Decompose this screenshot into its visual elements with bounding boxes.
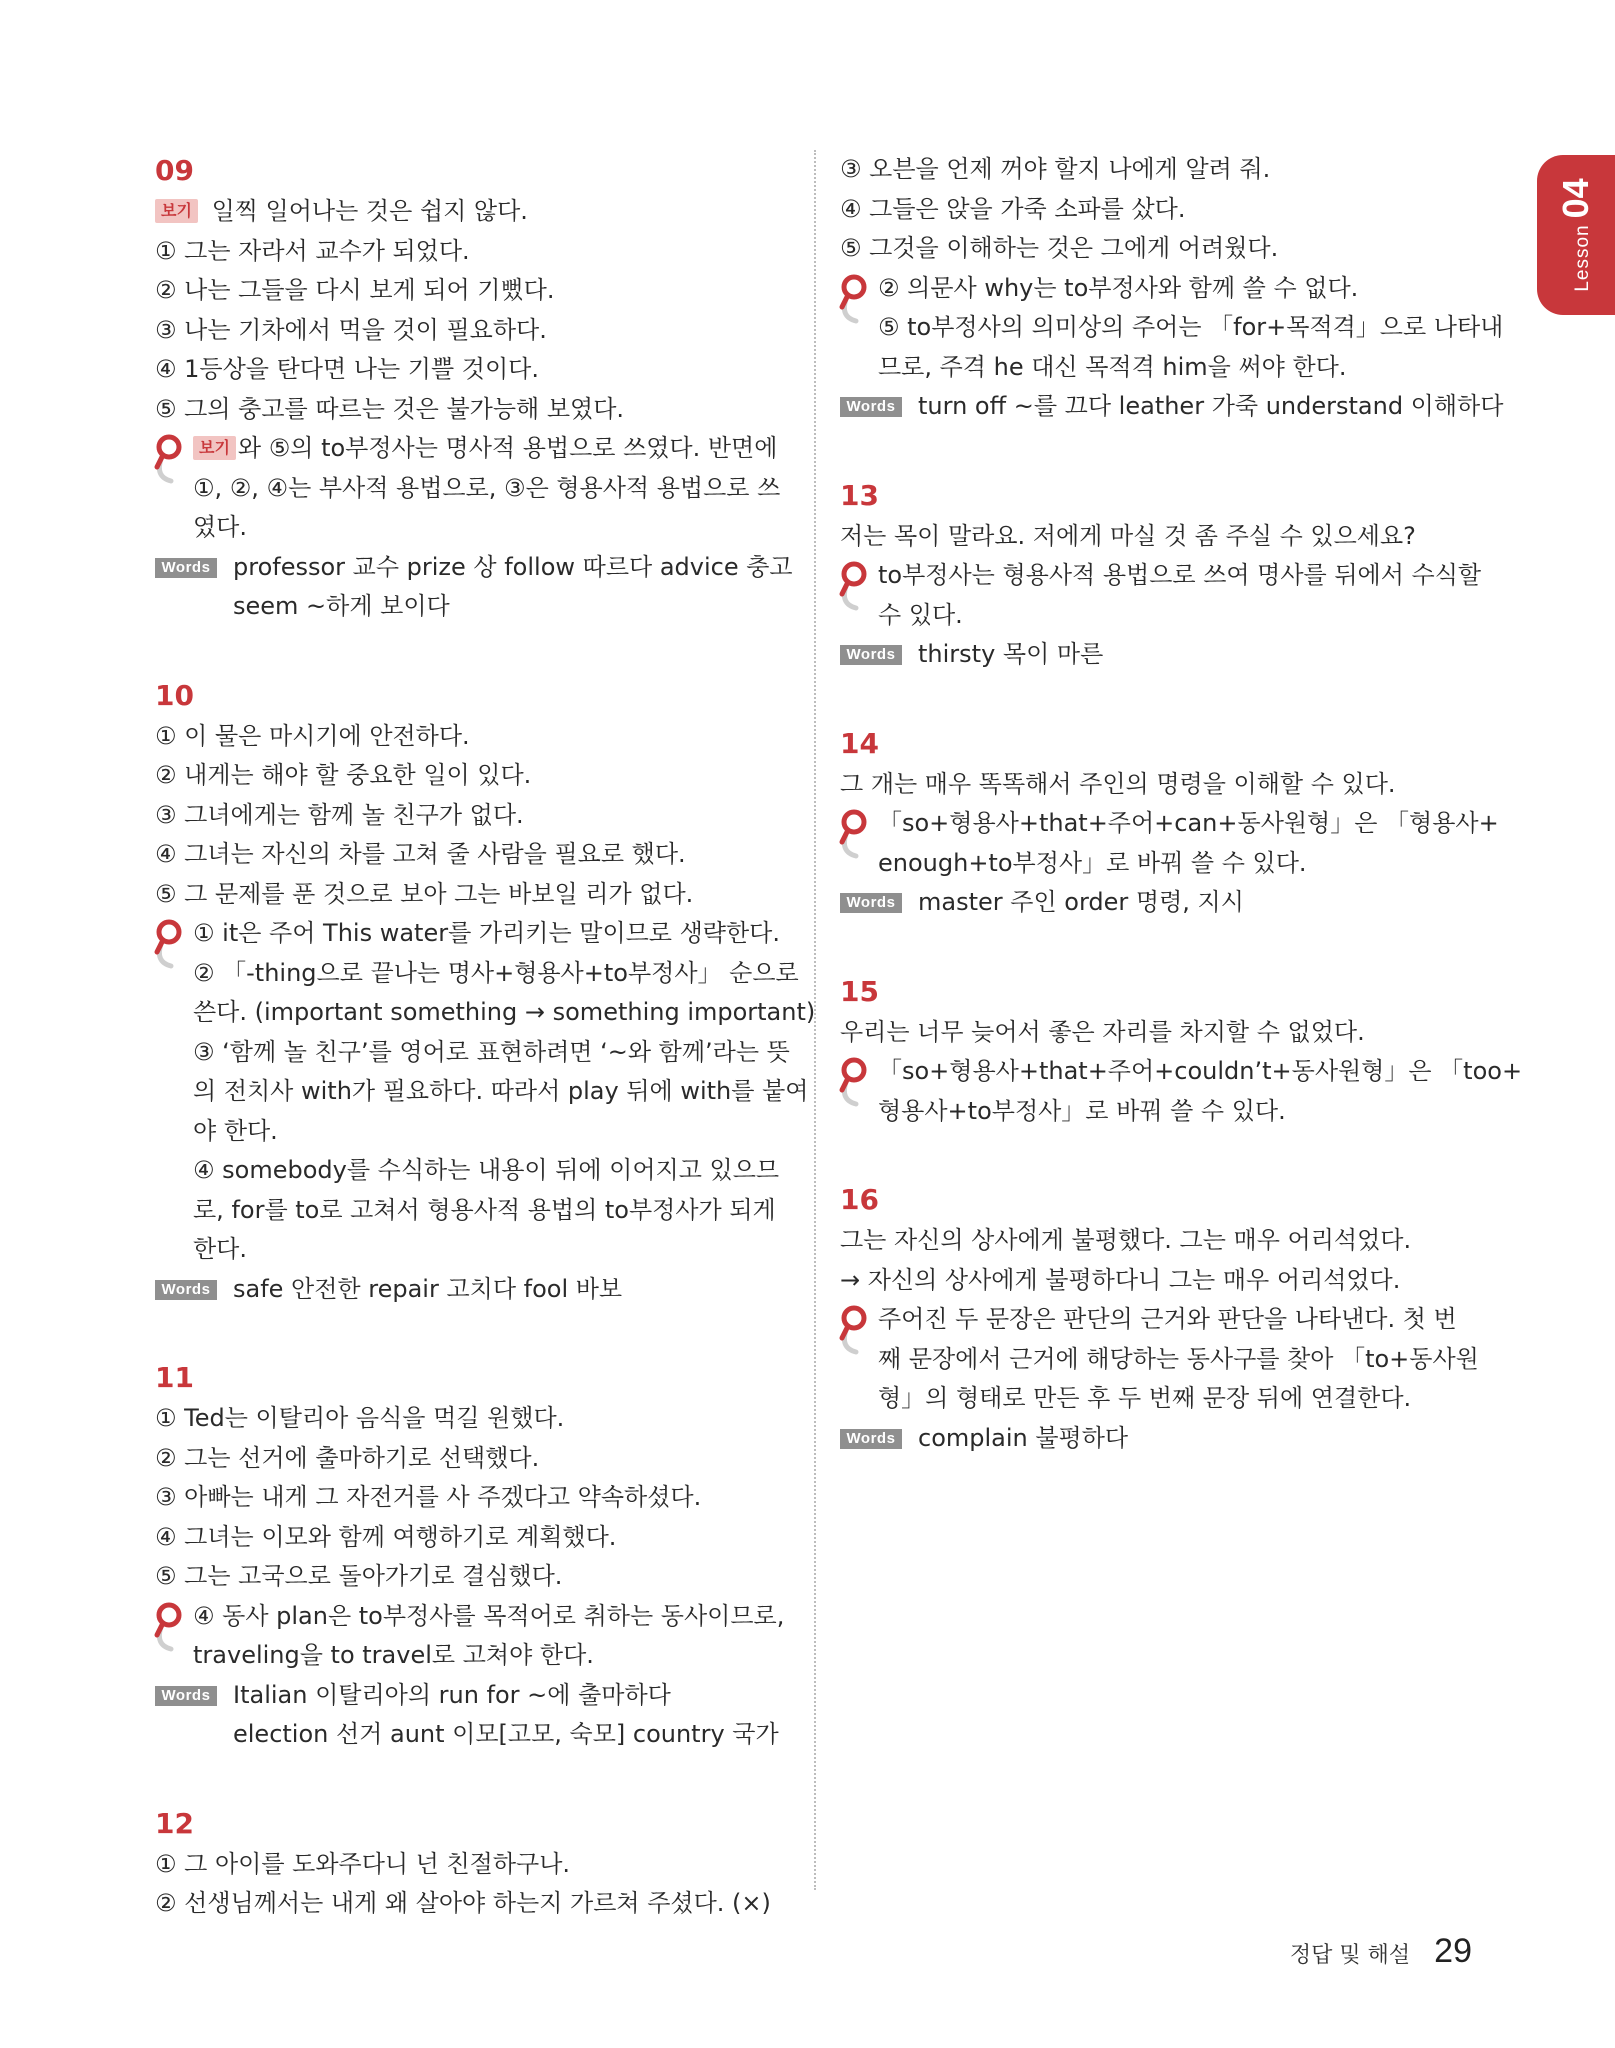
explanation-line: ④ 동사 plan은 to부정사를 목적어로 취하는 동사이므로,	[193, 1601, 785, 1630]
explanation	[840, 804, 1499, 883]
words-section	[155, 1676, 795, 1755]
boki-badge: 보기	[193, 436, 236, 460]
explanation-line: 였다.	[193, 513, 247, 541]
question-number: 14	[840, 726, 879, 760]
magnifier-icon	[155, 433, 193, 485]
explanation-line: 쓴다. (important something → something important)	[193, 998, 816, 1026]
question-number: 11	[155, 1361, 194, 1394]
choice-5: ⑤ 그 문제를 푼 것으로 보아 그는 바보일 리가 없다.	[155, 879, 694, 908]
words-section	[840, 1419, 1480, 1459]
example-sentence: 보기 일찍 일어나는 것은 쉽지 않다.	[155, 192, 795, 232]
choice-3: ③ 오븐을 언제 꺼야 할지 나에게 알려 줘.	[840, 155, 1271, 183]
words-line: professor 교수 prize 상 follow 따르다 advice 충고	[233, 552, 793, 581]
question-number: 16	[840, 1183, 879, 1216]
words-badge: Words	[155, 558, 217, 578]
choice-1: ① 그 아이를 도와주다니 넌 친절하구나.	[155, 1849, 571, 1878]
question-16	[840, 1179, 1480, 1458]
question-number: 09	[155, 154, 194, 187]
page-footer	[1290, 1932, 1472, 1971]
explanation	[155, 914, 816, 1270]
choice-2: ② 내게는 해야 할 중요한 일이 있다.	[155, 761, 532, 789]
explanation	[155, 429, 795, 548]
magnifier-icon	[840, 1304, 878, 1356]
question-13	[840, 475, 1480, 675]
explanation-line: 야 한다.	[193, 1116, 278, 1145]
question-number: 12	[155, 1806, 194, 1840]
choice-2: ② 그는 선거에 출마하기로 선택했다.	[155, 1443, 540, 1472]
explanation	[840, 269, 1504, 388]
question-10	[155, 675, 816, 1310]
question-14	[840, 723, 1499, 923]
magnifier-icon	[840, 1056, 878, 1108]
words-section	[840, 635, 1480, 675]
words-badge: Words	[840, 645, 902, 665]
explanation-line: 보기 와 ⑤의 to부정사는 명사적 용법으로 쓰였다. 반면에	[193, 429, 780, 469]
question-12	[155, 1803, 795, 1924]
choice-1: ① 그는 자라서 교수가 되었다.	[155, 236, 470, 265]
left-column	[155, 150, 816, 1972]
choice-5: ⑤ 그의 충고를 따르는 것은 불가능해 보였다.	[155, 394, 625, 423]
magnifier-icon	[840, 808, 878, 860]
answer-sentence: → 자신의 상사에게 불평하다니 그는 매우 어리석었다.	[840, 1265, 1401, 1294]
explanation-line: 형」의 형태로 만든 후 두 번째 문장 뒤에 연결한다.	[878, 1384, 1412, 1412]
words-section	[840, 387, 1504, 427]
right-column	[840, 150, 1523, 1506]
explanation	[840, 1300, 1480, 1419]
explanation-line: 「so+형용사+that+주어+couldn’t+동사원형」은 「too+	[878, 1057, 1523, 1085]
words-section	[840, 883, 1480, 923]
answer-sentence: 우리는 너무 늦어서 좋은 자리를 차지할 수 없었다.	[840, 1017, 1365, 1046]
choice-5: ⑤ 그것을 이해하는 것은 그에게 어려웠다.	[840, 234, 1279, 262]
explanation-line: ①, ②, ④는 부사적 용법으로, ③은 형용사적 용법으로 쓰	[193, 473, 781, 502]
words-section	[155, 548, 795, 627]
lesson-number: 04	[1555, 178, 1596, 219]
explanation-line: ③ ‘함께 놀 친구’를 영어로 표현하려면 ‘~와 함께’라는 뜻	[193, 1037, 790, 1066]
magnifier-icon	[155, 918, 193, 970]
explanation-line: to부정사는 형용사적 용법으로 쓰여 명사를 뒤에서 수식할	[878, 561, 1482, 589]
choice-4: ④ 그녀는 자신의 차를 고쳐 줄 사람을 필요로 했다.	[155, 840, 686, 868]
words-badge: Words	[840, 1429, 902, 1449]
question-15	[840, 971, 1523, 1132]
explanation-line: 므로, 주격 he 대신 목적격 him을 써야 한다.	[878, 352, 1347, 381]
words-badge: Words	[155, 1280, 217, 1300]
question-number: 10	[155, 678, 194, 712]
question-11	[155, 1357, 795, 1755]
choice-3: ③ 아빠는 내게 그 자전거를 사 주겠다고 약속하셨다.	[155, 1483, 702, 1511]
explanation-line: 로, for를 to로 고쳐서 형용사적 용법의 to부정사가 되게	[193, 1195, 776, 1224]
footer-label: 정답 및 해설	[1289, 1943, 1411, 1968]
explanation-line: enough+to부정사」로 바꿔 쓸 수 있다.	[878, 848, 1307, 877]
words-line: seem ~하게 보이다	[233, 592, 450, 620]
explanation-line: 형용사+to부정사」로 바꿔 쓸 수 있다.	[878, 1096, 1286, 1125]
words-line: thirsty 목이 마른	[918, 640, 1104, 668]
explanation-line: ② 의문사 why는 to부정사와 함께 쓸 수 없다.	[878, 273, 1359, 302]
choice-1: ① 이 물은 마시기에 안전하다.	[155, 721, 470, 750]
words-line: complain 불평하다	[918, 1423, 1129, 1452]
words-badge: Words	[840, 397, 902, 417]
explanation-line: ④ somebody를 수식하는 내용이 뒤에 이어지고 있으므	[193, 1156, 780, 1184]
magnifier-icon	[840, 560, 878, 612]
question-09	[155, 150, 795, 627]
choice-5: ⑤ 그는 고국으로 돌아가기로 결심했다.	[155, 1562, 563, 1590]
explanation-line: 주어진 두 문장은 판단의 근거와 판단을 나타낸다. 첫 번	[878, 1305, 1457, 1333]
words-badge: Words	[155, 1686, 217, 1706]
answer-sentence: 저는 목이 말라요. 저에게 마실 것 좀 주실 수 있으세요?	[840, 521, 1416, 550]
choice-2: ② 선생님께서는 내게 왜 살아야 하는지 가르쳐 주셨다. (×)	[155, 1889, 771, 1917]
question-12-continued	[840, 150, 1504, 427]
explanation-line: traveling을 to travel로 고쳐야 한다.	[193, 1641, 594, 1669]
words-line: turn off ~를 끄다 leather 가죽 understand 이해하다	[918, 392, 1504, 420]
lesson-tab	[1537, 155, 1615, 315]
explanation-line: 수 있다.	[878, 600, 963, 629]
choice-4: ④ 그들은 앉을 가죽 소파를 샀다.	[840, 194, 1186, 223]
choice-3: ③ 그녀에게는 함께 놀 친구가 없다.	[155, 800, 524, 829]
answer-sentence: 그 개는 매우 똑똑해서 주인의 명령을 이해할 수 있다.	[840, 769, 1396, 798]
explanation-line: ② 「-thing으로 끝나는 명사+형용사+to부정사」 순으로	[193, 958, 799, 987]
choice-4: ④ 그녀는 이모와 함께 여행하기로 계획했다.	[155, 1522, 617, 1551]
words-line: election 선거 aunt 이모[고모, 숙모] country 국가	[233, 1720, 779, 1748]
boki-badge: 보기	[155, 199, 198, 223]
explanation-line: 「so+형용사+that+주어+can+동사원형」은 「형용사+	[878, 809, 1499, 837]
explanation-line: ① it은 주어 This water를 가리키는 말이므로 생략한다.	[193, 919, 780, 947]
choice-2: ② 나는 그들을 다시 보게 되어 기뻤다.	[155, 276, 555, 304]
words-badge: Words	[840, 893, 902, 913]
words-line: Italian 이탈리아의 run for ~에 출마하다	[233, 1680, 671, 1709]
explanation-line: 한다.	[193, 1235, 247, 1263]
words-line: master 주인 order 명령, 지시	[918, 888, 1244, 916]
explanation-line: 째 문장에서 근거에 해당하는 동사구를 찾아 「to+동사원	[878, 1344, 1479, 1373]
page-number: 29	[1434, 1932, 1472, 1970]
words-line: safe 안전한 repair 고치다 fool 바보	[233, 1274, 623, 1303]
lesson-label: Lesson	[1572, 224, 1593, 292]
answer-sentence: 그는 자신의 상사에게 불평했다. 그는 매우 어리석었다.	[840, 1226, 1412, 1254]
question-number: 15	[840, 974, 879, 1008]
question-number: 13	[840, 478, 879, 512]
choice-1: ① Ted는 이탈리아 음식을 먹길 원했다.	[155, 1404, 565, 1432]
choice-3: ③ 나는 기차에서 먹을 것이 필요하다.	[155, 315, 547, 344]
explanation-line: 의 전치사 with가 필요하다. 따라서 play 뒤에 with를 붙여	[193, 1077, 809, 1105]
words-section	[155, 1270, 795, 1310]
magnifier-icon	[840, 273, 878, 325]
explanation-line: ⑤ to부정사의 의미상의 주어는 「for+목적격」으로 나타내	[878, 313, 1504, 341]
explanation	[840, 556, 1480, 635]
explanation	[155, 1597, 795, 1676]
magnifier-icon	[155, 1601, 193, 1653]
choice-4: ④ 1등상을 탄다면 나는 기쁠 것이다.	[155, 355, 539, 383]
explanation	[840, 1052, 1523, 1131]
